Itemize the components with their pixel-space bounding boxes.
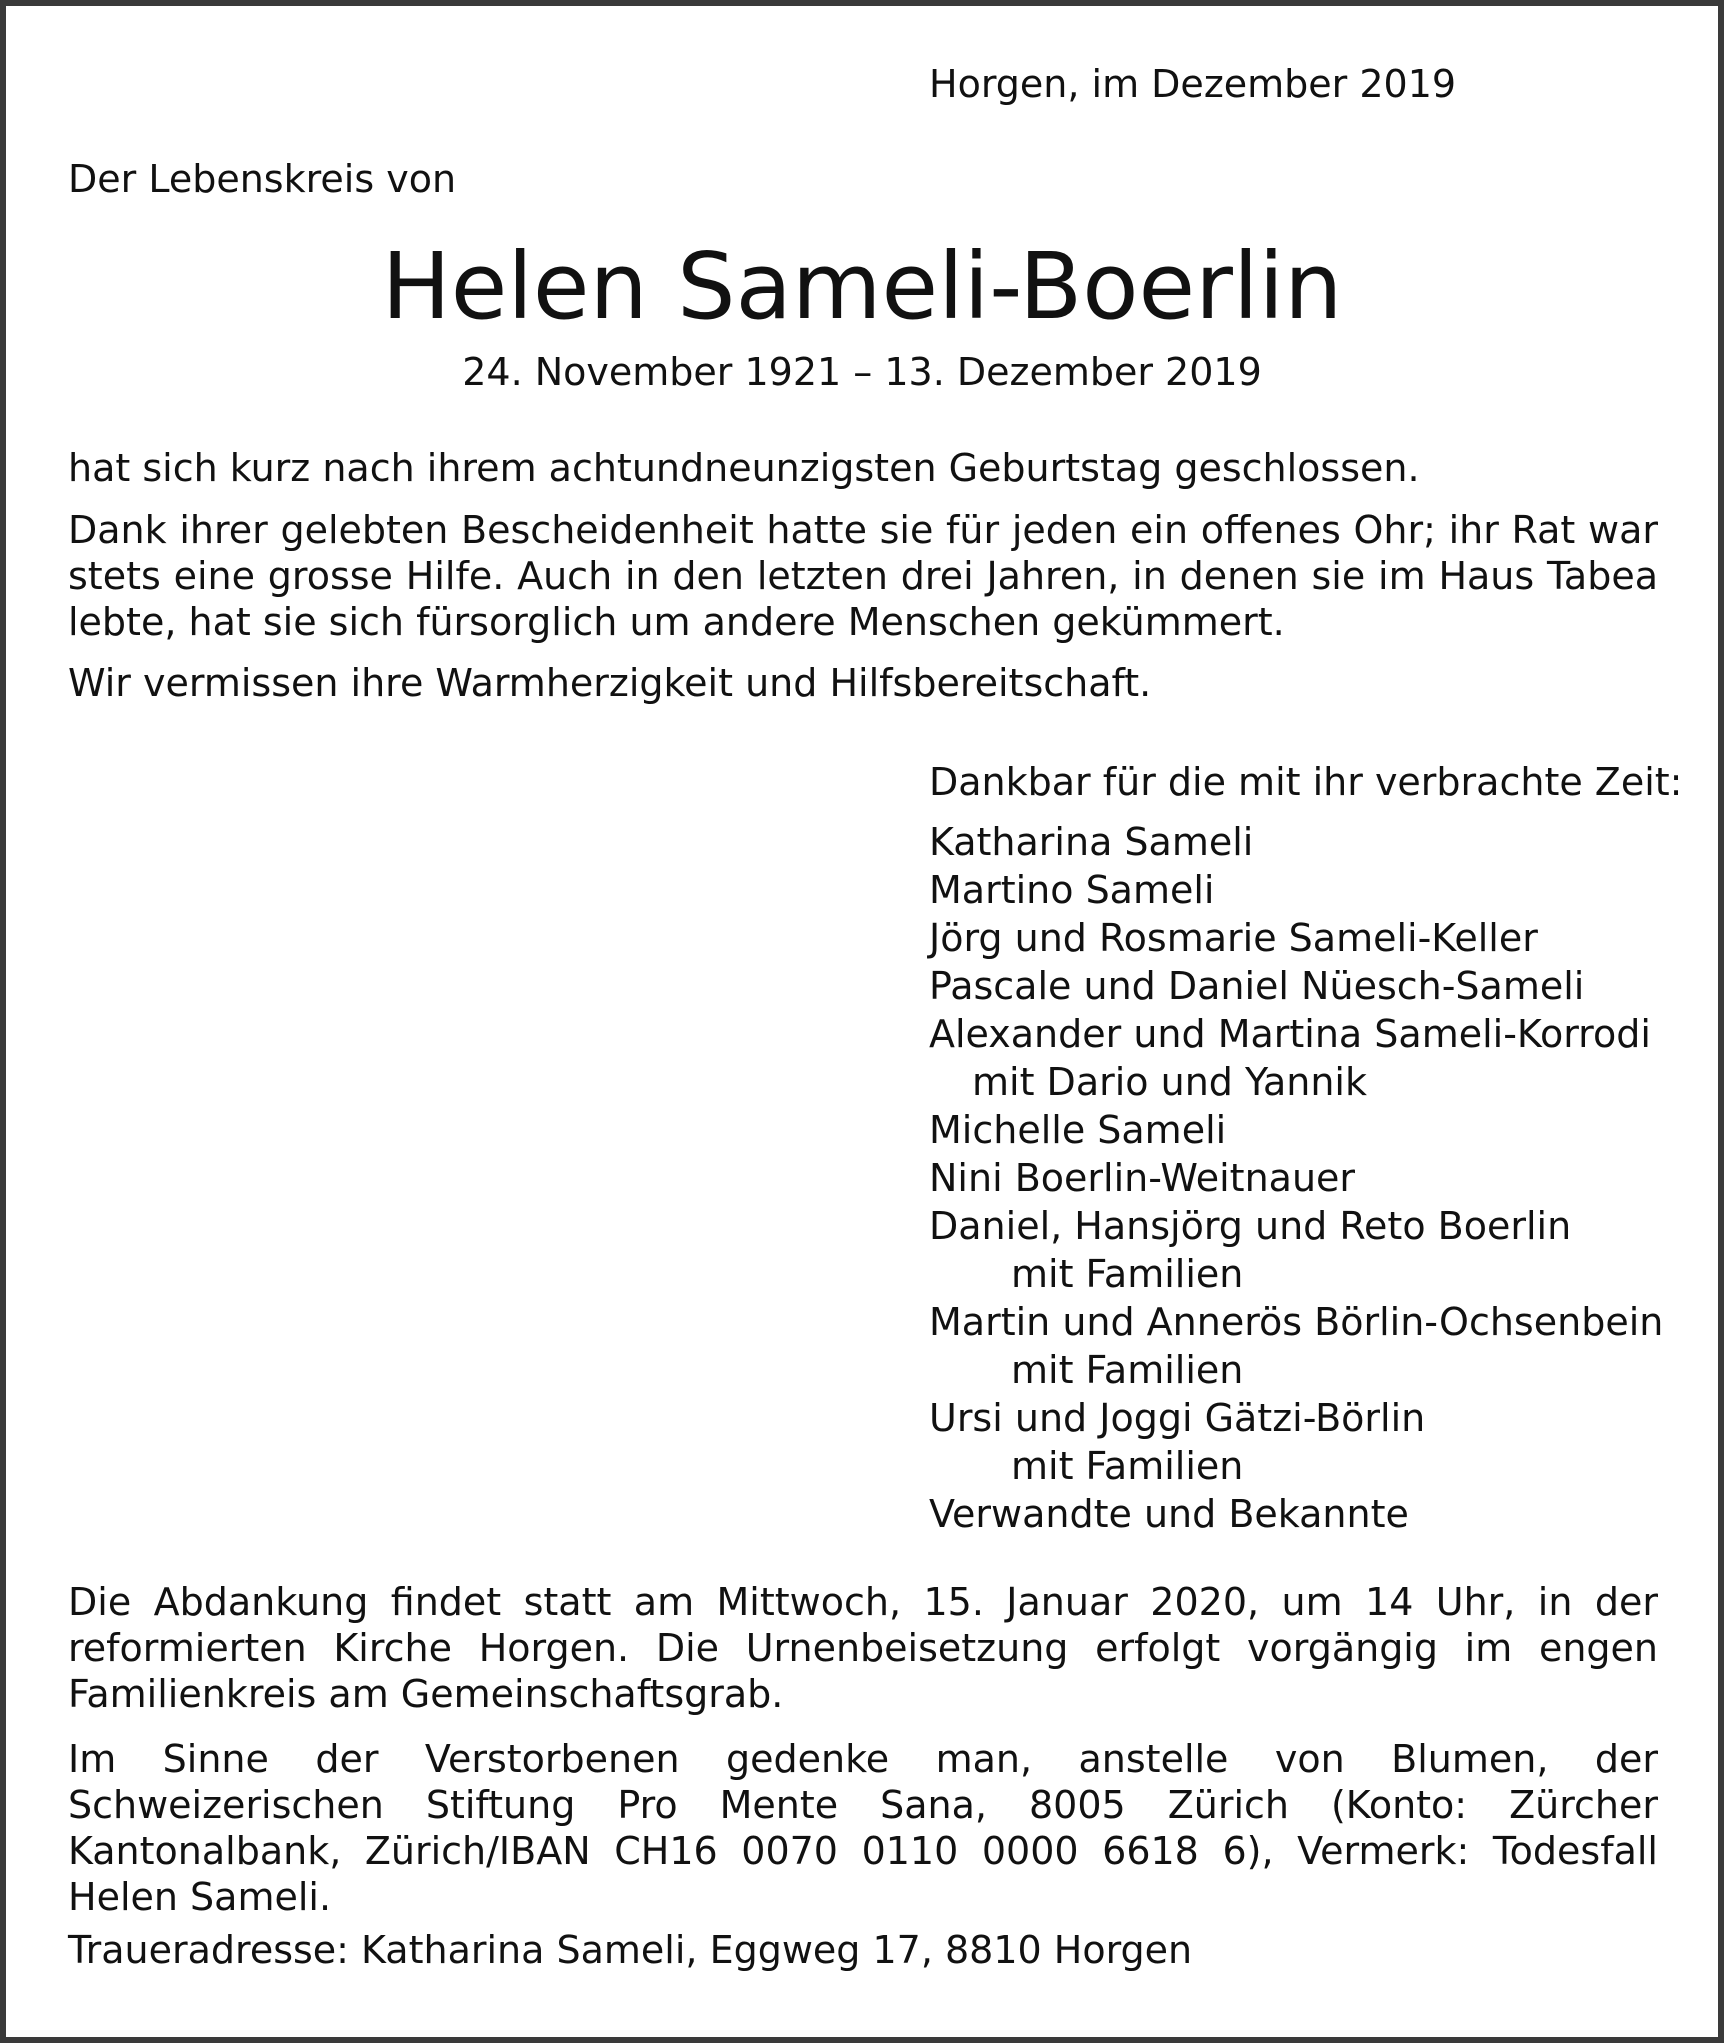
mourner-line: mit Dario und Yannik <box>972 1060 1367 1104</box>
mourner-line: Ursi und Joggi Gätzi-Börlin <box>929 1396 1426 1440</box>
mourner-line: Martin und Annerös Börlin-Ochsenbein <box>929 1300 1664 1344</box>
mourner-line: mit Familien <box>1011 1348 1244 1392</box>
deceased-name: Helen Sameli-Boerlin <box>381 233 1343 340</box>
mourning-address: Traueradresse: Katharina Sameli, Eggweg 17, 8810 Horgen <box>68 1928 1193 1972</box>
intro-line: Der Lebenskreis von <box>68 157 457 201</box>
mourners-list <box>929 758 1682 1538</box>
mourner-line: Jörg und Rosmarie Sameli-Keller <box>929 916 1538 960</box>
mourners-heading: Dankbar für die mit ihr verbrachte Zeit: <box>929 760 1683 804</box>
mourner-line: Pascale und Daniel Nüesch-Sameli <box>929 964 1585 1008</box>
mourner-line: Daniel, Hansjörg und Reto Boerlin <box>929 1204 1572 1248</box>
mourner-rows <box>929 818 1682 1538</box>
body-paragraph-1: hat sich kurz nach ihrem achtundneunzigsten Geburtstag geschlossen. <box>68 446 1420 490</box>
mourner-line: Alexander und Martina Sameli-Korrodi <box>929 1012 1651 1056</box>
mourner-line: mit Familien <box>1011 1444 1244 1488</box>
mourner-line: mit Familien <box>1011 1252 1244 1296</box>
mourner-line: Verwandte und Bekannte <box>929 1492 1409 1536</box>
mourner-line: Katharina Sameli <box>929 820 1254 864</box>
donation-paragraph: Im Sinne der Verstorbenen gedenke man, anstelle von Blumen, der Schweizerischen Stiftung Pro Mente Sana, 8005 Zürich (Konto: Zürcher Kantonalbank, Zürich/IBAN CH16 0070 0110 0000 6618 6), Vermerk: Todesfall Helen Sameli. <box>68 1737 1658 1919</box>
body-paragraph-2: Dank ihrer gelebten Bescheidenheit hatte sie für jeden ein offenes Ohr; ihr Rat war stets eine grosse Hilfe. Auch in den letzten drei Jahren, in denen sie im Haus Tabea lebte, hat sie sich fürsorglich um andere Menschen gekümmert. <box>68 508 1658 644</box>
mourner-line: Michelle Sameli <box>929 1108 1227 1152</box>
place-date: Horgen, im Dezember 2019 <box>929 62 1457 106</box>
life-dates: 24. November 1921 – 13. Dezember 2019 <box>462 350 1262 394</box>
mourner-line: Martino Sameli <box>929 868 1215 912</box>
mourner-line: Nini Boerlin-Weitnauer <box>929 1156 1356 1200</box>
body-paragraph-3: Wir vermissen ihre Warmherzigkeit und Hilfsbereitschaft. <box>68 661 1152 705</box>
service-paragraph: Die Abdankung findet statt am Mittwoch, 15. Januar 2020, um 14 Uhr, in der reformierten Kirche Horgen. Die Urnenbeisetzung erfolgt vorgängig im engen Familienkreis am Gemeinschaftsgrab. <box>68 1580 1658 1716</box>
